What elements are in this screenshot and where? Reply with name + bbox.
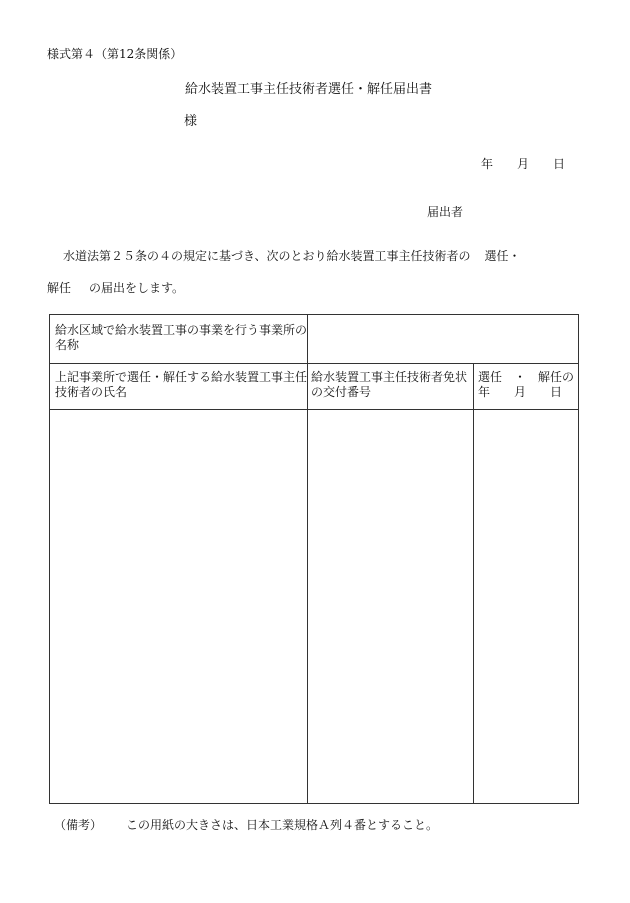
remarks-text: この用紙の大きさは、日本工業規格Ａ列４番とすること。	[126, 818, 439, 832]
table-row-headers	[50, 363, 578, 410]
appointment-date-header-line1: 選任 ・ 解任の	[478, 370, 575, 384]
form-number: 様式第４（第12条関係）	[47, 47, 183, 61]
body-text-1a: 水道法第２５条の４の規定に基づき、次のとおり給水装置工事主任技術者の	[63, 249, 471, 263]
body-text-line-1	[63, 247, 521, 264]
appointment-date-field[interactable]	[474, 409, 578, 803]
license-number-header: 給水装置工事主任技術者免状の交付番号	[311, 370, 468, 399]
column-divider	[307, 363, 308, 409]
date-year: 年	[481, 157, 494, 171]
business-name-label: 給水区域で給水装置工事の事業を行う事業所の名称	[55, 323, 308, 352]
document-title: 給水装置工事主任技術者選任・解任届出書	[185, 82, 433, 97]
date-day: 日	[553, 157, 566, 171]
date-line	[481, 155, 565, 172]
appointment-date-header	[478, 370, 576, 400]
technician-name-field[interactable]	[50, 409, 307, 803]
body-text-line-2	[47, 279, 184, 296]
body-text-2a: 解任	[47, 281, 72, 295]
date-month: 月	[517, 157, 530, 171]
business-name-field[interactable]	[308, 315, 578, 362]
remarks-label: （備考）	[54, 818, 103, 832]
registration-table	[49, 314, 579, 804]
addressee-honorific: 様	[184, 114, 198, 129]
license-number-field[interactable]	[308, 409, 473, 803]
applicant-label: 届出者	[427, 205, 464, 219]
column-divider	[473, 363, 474, 409]
body-text-1b: 選任・	[484, 249, 521, 263]
table-row-business-name	[50, 315, 578, 364]
appointment-date-header-line2: 年 月 日	[478, 385, 563, 399]
technician-name-header: 上記事業所で選任・解任する給水装置工事主任技術者の氏名	[55, 370, 308, 399]
body-text-2b: の届出をします。	[89, 281, 185, 295]
remarks-note	[54, 816, 438, 833]
table-row-entry	[50, 409, 578, 803]
